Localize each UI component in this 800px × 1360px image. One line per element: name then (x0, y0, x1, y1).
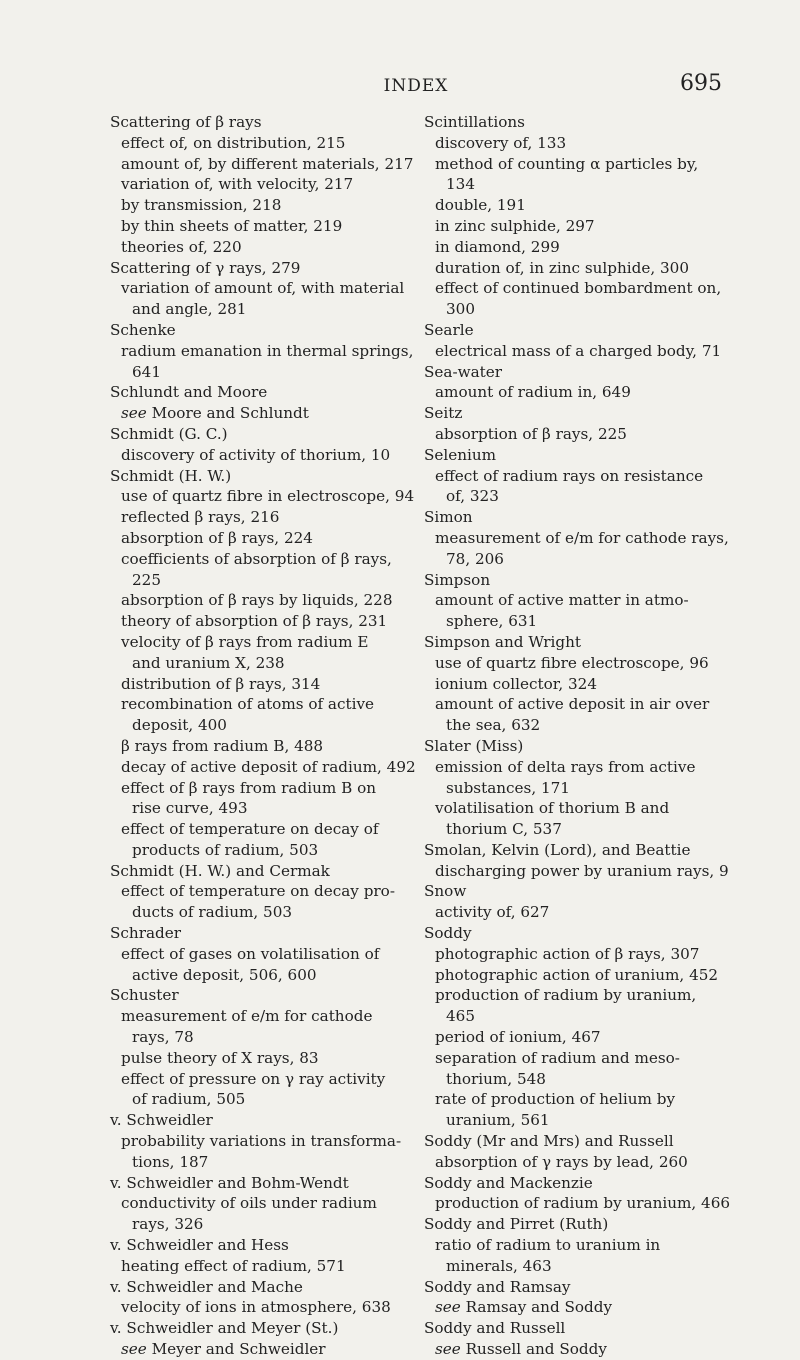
index-heading: v. Schweidler and Hess (110, 1236, 289, 1255)
index-subentry: separation of radium and meso- (435, 1048, 680, 1067)
index-subentry: volatilisation of thorium B and (435, 799, 670, 818)
index-subentry: theories of, 220 (121, 237, 242, 256)
index-column-left (110, 112, 425, 1360)
index-subentry: effect of, on distribution, 215 (121, 133, 346, 152)
index-subentry: heating effect of radium, 571 (121, 1256, 346, 1275)
index-heading: Schuster (110, 986, 179, 1005)
index-subentry: of, 323 (446, 487, 499, 506)
index-heading: Selenium (424, 445, 497, 464)
index-heading: Scintillations (424, 113, 525, 131)
index-subentry: see Meyer and Schweidler (121, 1340, 326, 1359)
index-heading: Schlundt and Moore (110, 383, 268, 402)
index-subentry: by transmission, 218 (121, 196, 282, 215)
index-subentry: pulse theory of X rays, 83 (121, 1048, 319, 1067)
index-subentry: photographic action of β rays, 307 (435, 944, 700, 963)
index-subentry: 300 (446, 300, 475, 319)
index-subentry: discovery of activity of thorium, 10 (121, 445, 391, 464)
index-subentry: of radium, 505 (132, 1090, 246, 1109)
index-subentry: by thin sheets of matter, 219 (121, 216, 343, 235)
index-heading: v. Schweidler (110, 1111, 213, 1130)
index-subentry: velocity of β rays from radium E (121, 632, 369, 651)
index-heading: v. Schweidler and Mache (110, 1277, 303, 1296)
index-subentry: effect of temperature on decay of (121, 820, 379, 839)
index-subentry: effect of pressure on γ ray activity (121, 1069, 386, 1088)
index-subentry: minerals, 463 (446, 1256, 552, 1275)
index-subentry: rise curve, 493 (132, 799, 248, 818)
index-subentry: conductivity of oils under radium (121, 1194, 377, 1213)
index-subentry: rays, 78 (132, 1028, 194, 1047)
index-subentry: photographic action of uranium, 452 (435, 965, 719, 984)
index-subentry: use of quartz fibre in electroscope, 94 (121, 487, 415, 506)
page-header (110, 71, 722, 104)
index-subentry: rays, 326 (132, 1215, 204, 1234)
index-subentry: production of radium by uranium, (435, 986, 697, 1005)
index-subentry: activity of, 627 (435, 903, 550, 922)
index-subentry: coefficients of absorption of β rays, (121, 549, 392, 568)
index-subentry: use of quartz fibre electroscope, 96 (435, 653, 709, 672)
index-subentry: β rays from radium B, 488 (121, 736, 324, 755)
index-subentry: 465 (446, 1007, 475, 1026)
index-subentry: reflected β rays, 216 (121, 508, 280, 527)
index-subentry: radium emanation in thermal springs, (121, 341, 414, 360)
index-heading: Simpson and Wright (424, 632, 581, 651)
index-subentry: double, 191 (435, 196, 526, 215)
index-subentry: amount of, by different materials, 217 (121, 154, 414, 173)
index-heading: Soddy (424, 924, 472, 943)
index-heading: Soddy and Mackenzie (424, 1173, 593, 1192)
index-subentry: 78, 206 (446, 549, 504, 568)
index-heading: Schmidt (H. W.) (110, 466, 232, 485)
index-subentry: velocity of ions in atmosphere, 638 (121, 1298, 391, 1317)
index-subentry: and uranium X, 238 (132, 653, 285, 672)
index-subentry: duration of, in zinc sulphide, 300 (435, 258, 689, 277)
index-heading: Simpson (424, 570, 491, 589)
index-subentry: electrical mass of a charged body, 71 (435, 341, 722, 360)
index-heading: Scattering of γ rays, 279 (110, 258, 301, 277)
index-column-right (424, 112, 739, 1360)
index-subentry: effect of β rays from radium B on (121, 778, 376, 797)
index-subentry: and angle, 281 (132, 300, 247, 319)
index-subentry: products of radium, 503 (132, 840, 319, 859)
index-heading: Soddy and Pirret (Ruth) (424, 1215, 609, 1234)
index-heading: Schrader (110, 924, 181, 943)
index-subentry: amount of active matter in atmo- (435, 591, 689, 610)
index-heading: Soddy (Mr and Mrs) and Russell (424, 1132, 674, 1151)
index-subentry: absorption of β rays, 225 (435, 424, 627, 443)
index-subentry: ratio of radium to uranium in (435, 1236, 661, 1255)
index-heading: Schmidt (H. W.) and Cermak (110, 861, 330, 880)
index-subentry: 225 (132, 570, 161, 589)
index-heading: Soddy and Russell (424, 1319, 566, 1338)
index-subentry: discovery of, 133 (435, 133, 567, 152)
index-subentry: measurement of e/m for cathode rays, (435, 528, 729, 547)
index-subentry: the sea, 632 (446, 716, 541, 735)
index-subentry: thorium C, 537 (446, 820, 562, 839)
index-subentry: ionium collector, 324 (435, 674, 597, 693)
index-subentry: substances, 171 (446, 778, 570, 797)
index-subentry: see Russell and Soddy (435, 1340, 607, 1359)
index-heading: Scattering of β rays (110, 113, 262, 131)
index-heading: Smolan, Kelvin (Lord), and Beattie (424, 840, 691, 859)
index-subentry: amount of radium in, 649 (435, 383, 631, 402)
index-heading: Schmidt (G. C.) (110, 424, 228, 443)
index-subentry: emission of delta rays from active (435, 757, 696, 776)
index-heading: Snow (424, 882, 467, 901)
index-subentry: uranium, 561 (446, 1111, 550, 1130)
index-subentry: production of radium by uranium, 466 (435, 1194, 731, 1213)
page-title: INDEX (383, 76, 449, 96)
index-subentry: effect of continued bombardment on, (435, 279, 722, 298)
index-subentry: active deposit, 506, 600 (132, 965, 317, 984)
index-subentry: thorium, 548 (446, 1069, 546, 1088)
index-subentry: recombination of atoms of active (121, 695, 375, 714)
index-subentry: period of ionium, 467 (435, 1028, 601, 1047)
index-subentry: absorption of β rays by liquids, 228 (121, 591, 393, 610)
index-subentry: amount of active deposit in air over (435, 695, 710, 714)
index-subentry: absorption of β rays, 224 (121, 528, 313, 547)
index-subentry: rate of production of helium by (435, 1090, 676, 1109)
index-subentry: absorption of γ rays by lead, 260 (435, 1152, 688, 1171)
page-number: 695 (680, 71, 722, 96)
index-subentry: effect of gases on volatilisation of (121, 944, 380, 963)
index-subentry: in zinc sulphide, 297 (435, 216, 595, 235)
index-heading: v. Schweidler and Bohm-Wendt (110, 1173, 349, 1192)
index-heading: Soddy and Ramsay (424, 1277, 571, 1296)
index-subentry: sphere, 631 (446, 612, 538, 631)
index-subentry: probability variations in transforma- (121, 1132, 402, 1151)
index-subentry: theory of absorption of β rays, 231 (121, 612, 388, 631)
index-subentry: 134 (446, 175, 475, 194)
index-subentry: method of counting α particles by, (435, 154, 699, 173)
index-subentry: see Moore and Schlundt (121, 404, 309, 423)
index-subentry: 641 (132, 362, 161, 381)
index-heading: Slater (Miss) (424, 736, 524, 755)
index-subentry: in diamond, 299 (435, 237, 560, 256)
index-subentry: effect of radium rays on resistance (435, 466, 704, 485)
index-subentry: ducts of radium, 503 (132, 903, 293, 922)
index-subentry: measurement of e/m for cathode (121, 1007, 373, 1026)
index-subentry: decay of active deposit of radium, 492 (121, 757, 416, 776)
index-subentry: variation of amount of, with material (121, 279, 405, 298)
index-subentry: tions, 187 (132, 1152, 209, 1171)
index-subentry: distribution of β rays, 314 (121, 674, 321, 693)
index-subentry: variation of, with velocity, 217 (121, 175, 354, 194)
index-subentry: effect of temperature on decay pro- (121, 882, 395, 901)
index-heading: Simon (424, 508, 473, 527)
index-heading: Searle (424, 320, 474, 339)
index-subentry: see Ramsay and Soddy (435, 1298, 613, 1317)
index-heading: Seitz (424, 404, 463, 423)
index-heading: Schenke (110, 320, 176, 339)
index-subentry: deposit, 400 (132, 716, 227, 735)
index-heading: v. Schweidler and Meyer (St.) (110, 1319, 339, 1338)
index-subentry: discharging power by uranium rays, 9 (435, 861, 729, 880)
index-heading: Sea-water (424, 362, 502, 381)
